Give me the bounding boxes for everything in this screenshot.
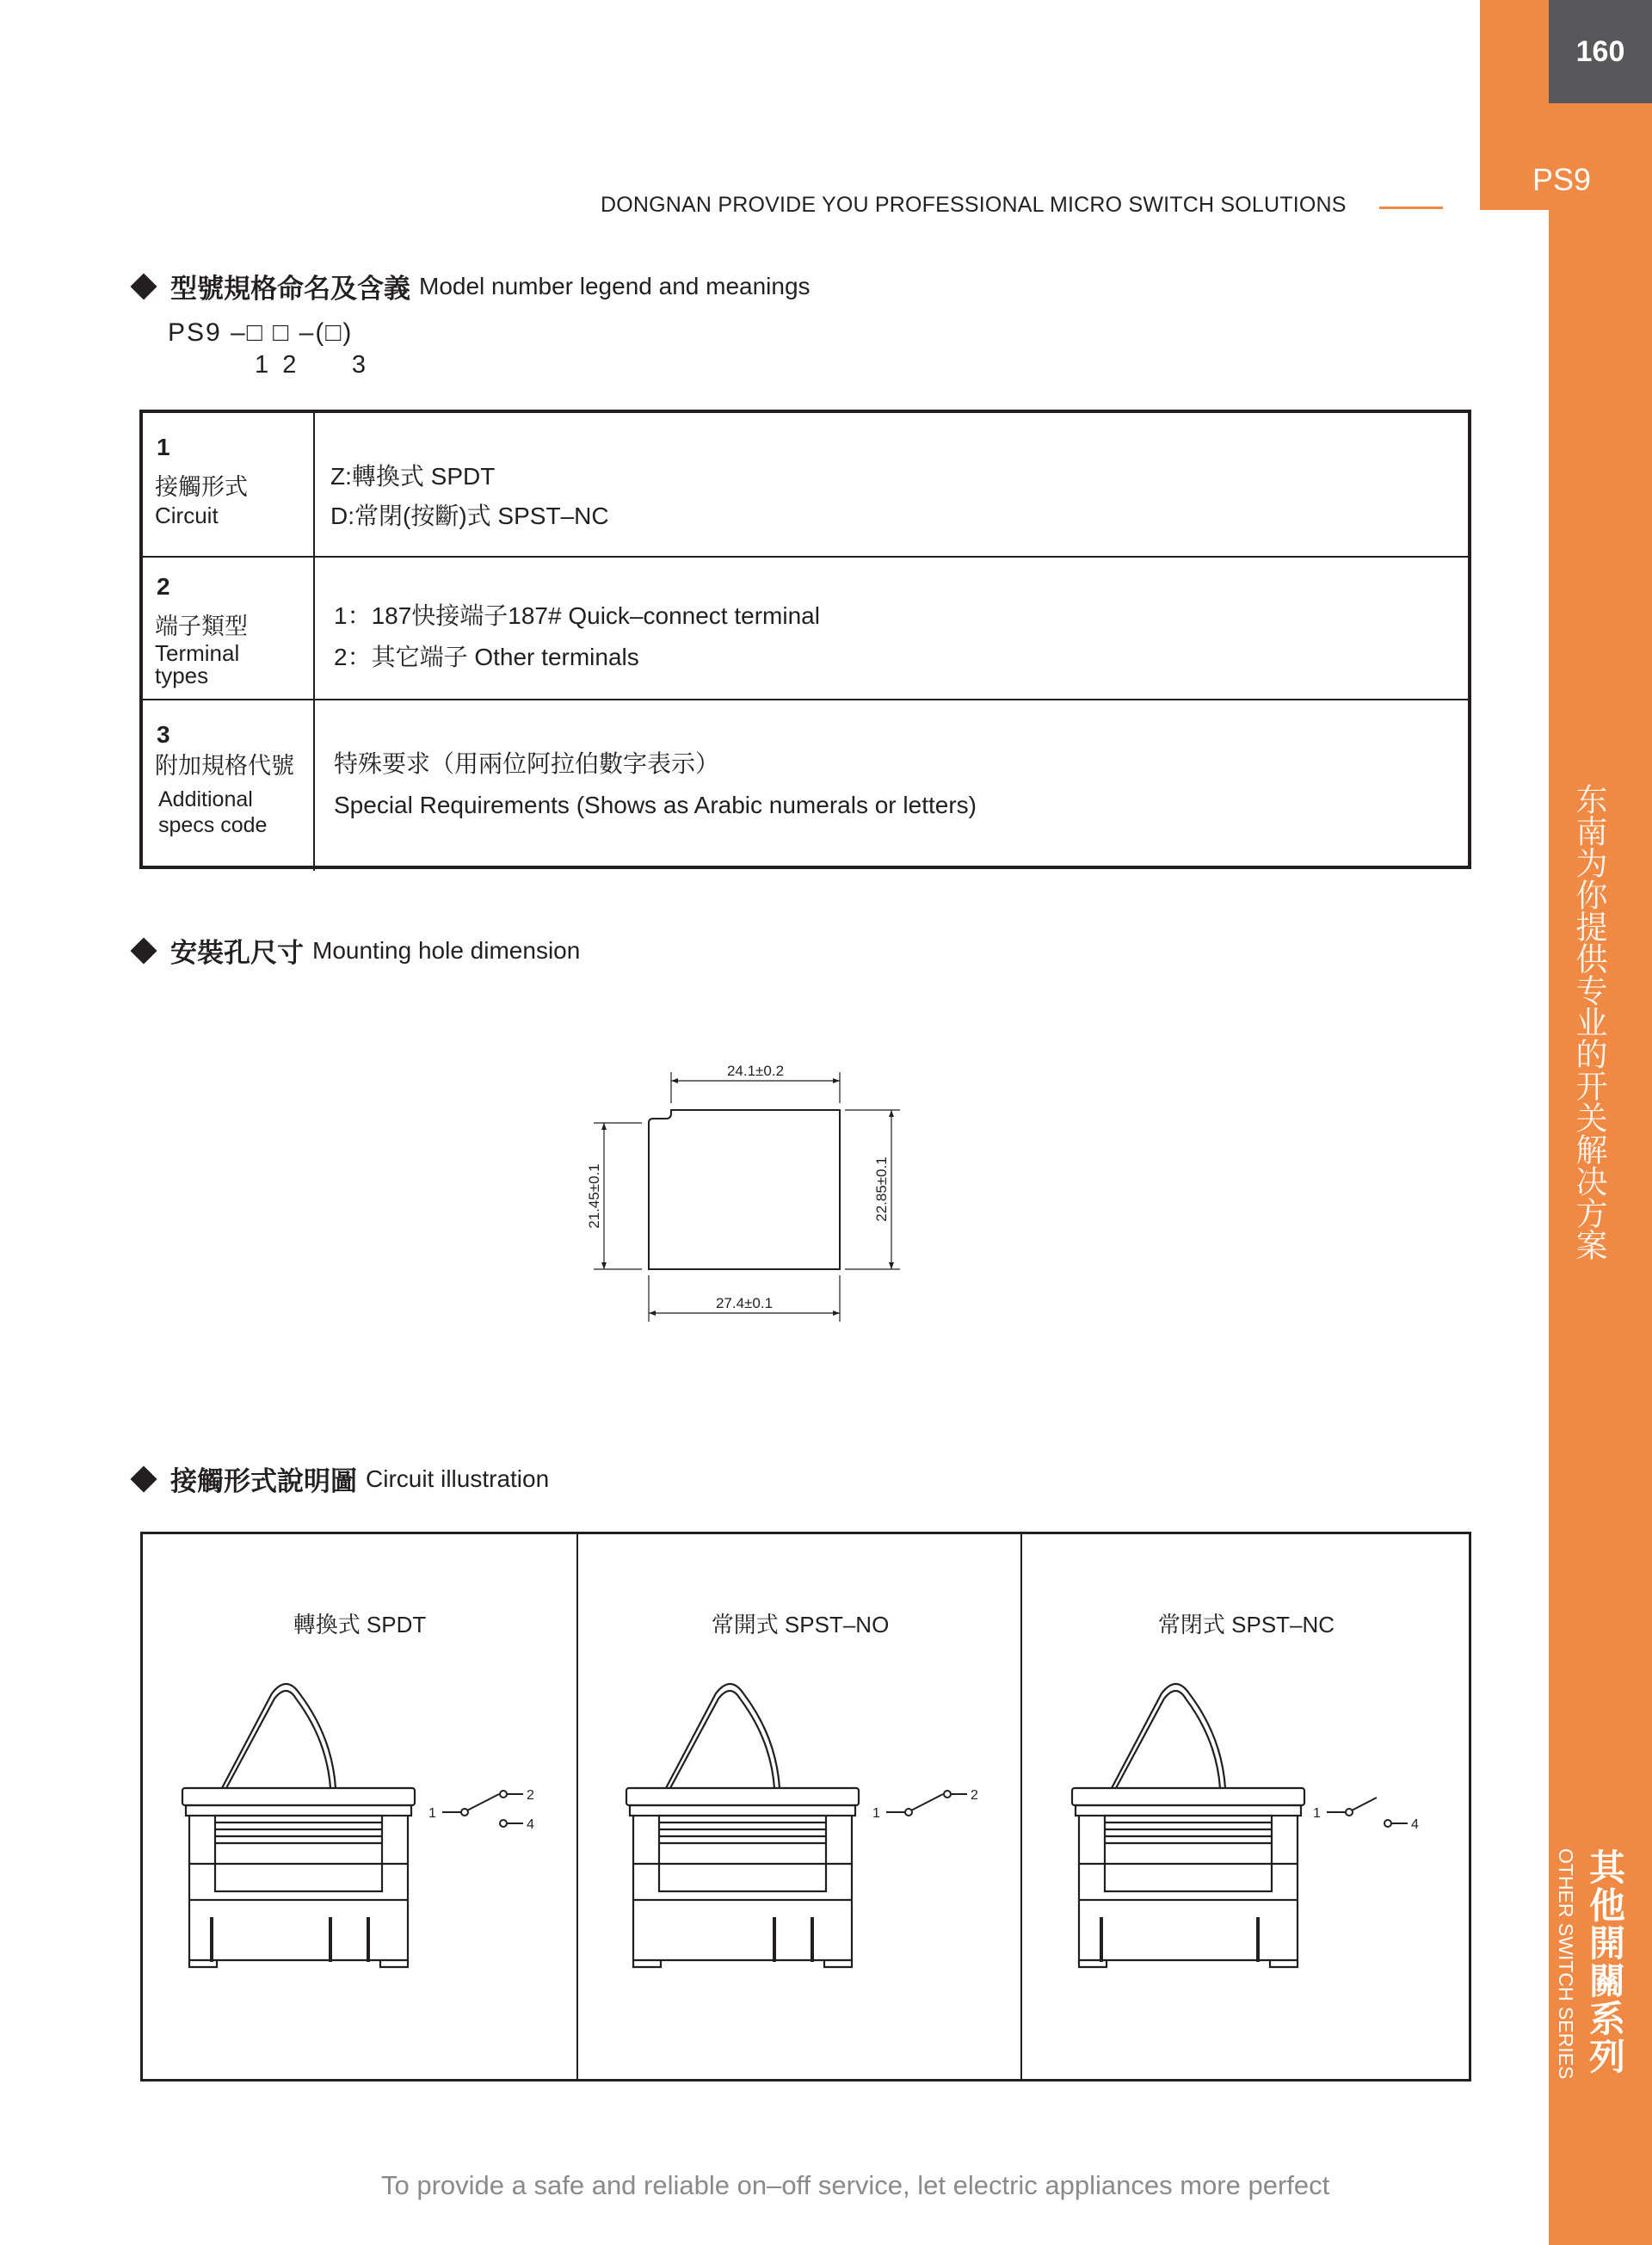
circuit-panel-spst-nc — [1020, 1534, 1470, 2079]
circuit-panel-spst-no — [576, 1534, 1022, 2079]
model-code-positions: 1 2 3 — [255, 351, 366, 379]
circuit-panel-spdt — [143, 1534, 576, 2079]
legend-row-label-en: Circuit — [155, 503, 219, 528]
legend-section-title — [131, 267, 811, 305]
circuit-panel-title: 常閉式 SPST–NC — [1157, 1612, 1335, 1637]
model-code: PS9 –□ □ –(□) — [168, 318, 354, 347]
circuit-symbol — [427, 1784, 547, 1844]
side-slogan: 东南为你提供专业的开关解决方案 — [1571, 783, 1606, 1261]
legend-row-value: D:常閉(按斷)式 SPST–NC — [330, 503, 609, 529]
circuit-table — [140, 1532, 1471, 2082]
bullet-diamond-icon — [130, 937, 157, 964]
legend-row-label-cn: 端子類型 — [155, 614, 248, 639]
series-title-cn: 其他開關系列 — [1585, 1848, 1625, 2075]
mounting-hole-drawing — [568, 1050, 912, 1334]
circuit-panel-title: 常開式 SPST–NO — [711, 1612, 890, 1637]
dim-top-label: 24.1±0.2 — [726, 1063, 785, 1079]
legend-row-number: 3 — [157, 721, 170, 748]
bullet-diamond-icon — [130, 273, 157, 299]
terminal-label: 1 — [872, 1806, 880, 1821]
legend-row-label-en: Additional specs code — [158, 787, 268, 837]
legend-row-value: Special Requirements (Shows as Arabic numerals or letters) — [334, 792, 977, 818]
circuit-symbol — [1311, 1784, 1432, 1844]
circuit-panel-title: 轉換式 SPDT — [293, 1612, 427, 1637]
header-tagline: DONGNAN PROVIDE YOU PROFESSIONAL MICRO SWITCH SOLUTIONS — [601, 193, 1347, 217]
legend-row — [143, 556, 1468, 700]
legend-row — [143, 413, 1468, 556]
page-number: 160 — [1549, 0, 1652, 103]
circuit-title-cn: 接觸形式說明圖 — [170, 1466, 357, 1496]
dim-left-label: 21.45±0.1 — [586, 1163, 602, 1229]
legend-row-label — [143, 700, 315, 871]
legend-row — [143, 699, 1468, 871]
legend-row-value: 1：187快接端子187# Quick–connect terminal — [334, 602, 820, 629]
legend-row-number: 1 — [157, 434, 170, 460]
circuit-title-en: Circuit illustration — [366, 1465, 550, 1492]
circuit-symbol — [871, 1784, 991, 1844]
mounting-title-en: Mounting hole dimension — [312, 936, 581, 964]
legend-row-value: 2：其它端子 Other terminals — [334, 644, 639, 670]
terminal-label: 1 — [428, 1806, 436, 1821]
dim-right-label: 22.85±0.1 — [873, 1156, 890, 1222]
legend-row-label-cn: 接觸形式 — [155, 474, 248, 500]
terminal-label: 4 — [1411, 1817, 1419, 1832]
legend-row-label — [143, 413, 315, 556]
terminal-label: 2 — [527, 1788, 534, 1803]
series-title-en: OTHER SWITCH SERIES — [1555, 1848, 1577, 2080]
terminal-label: 2 — [971, 1788, 978, 1803]
circuit-section-title — [131, 1459, 549, 1498]
legend-row-label-en: Terminal types — [155, 640, 240, 688]
legend-row-label — [143, 558, 315, 700]
legend-row-value: 特殊要求（用兩位阿拉伯數字表示） — [334, 750, 720, 777]
side-model-label: PS9 — [1532, 162, 1592, 197]
footer-slogan: To provide a safe and reliable on–off service, let electric appliances more perfect — [381, 2170, 1330, 2200]
header-rule — [1379, 207, 1443, 209]
legend-row-label-cn: 附加規格代號 — [155, 753, 294, 779]
mounting-section-title — [131, 931, 580, 970]
terminal-label: 1 — [1313, 1806, 1321, 1821]
legend-row-number: 2 — [157, 573, 170, 600]
mounting-title-cn: 安裝孔尺寸 — [170, 938, 304, 968]
dim-bottom-label: 27.4±0.1 — [715, 1295, 774, 1311]
legend-title-cn: 型號規格命名及含義 — [170, 274, 410, 304]
legend-table — [139, 410, 1471, 869]
bullet-diamond-icon — [130, 1465, 157, 1492]
legend-row-value: Z:轉換式 SPDT — [330, 463, 496, 490]
terminal-label: 4 — [527, 1817, 534, 1832]
legend-title-en: Model number legend and meanings — [419, 272, 811, 299]
